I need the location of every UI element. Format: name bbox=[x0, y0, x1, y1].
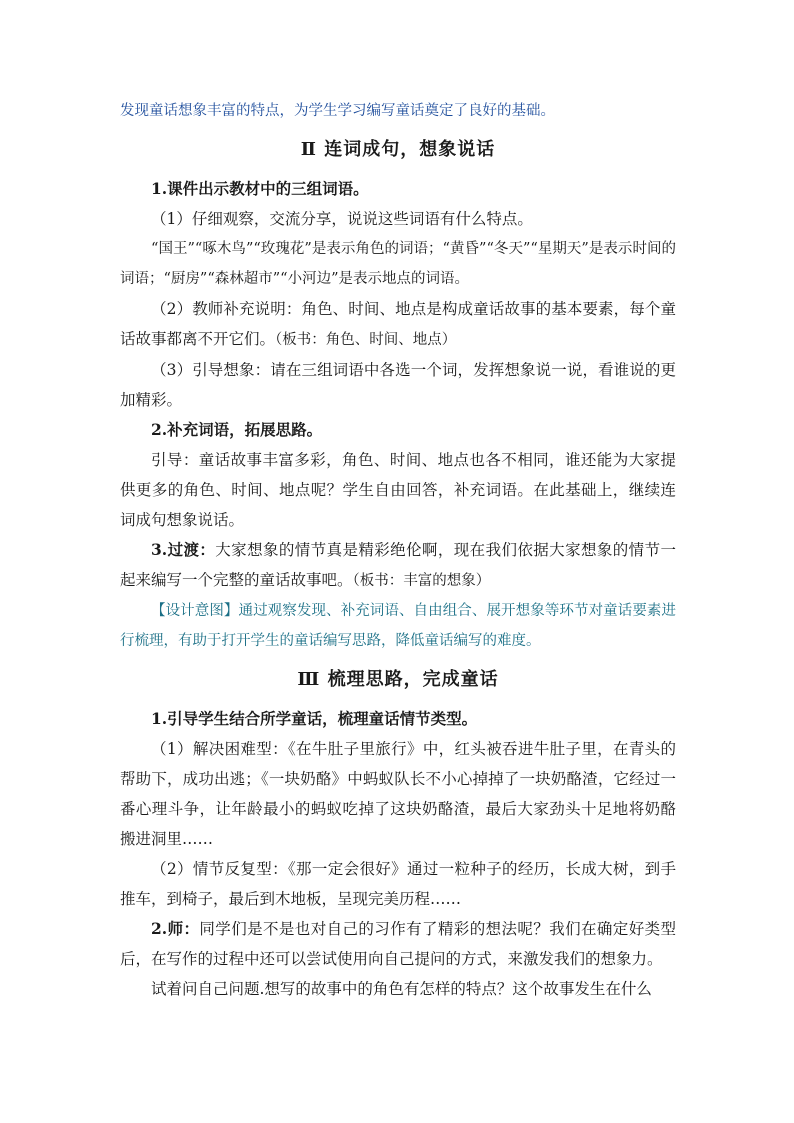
section-2-step-2-text: 引导：童话故事丰富多彩，角色、时间、地点也各不相同，谁还能为大家提供更多的角色、时间、地点呢？学生自由回答，补充词语。在此基础上，继续连词成句想象说话。 bbox=[120, 451, 676, 529]
section-2-step-1-part-1: （1）仔细观察，交流分享，说说这些词语有什么特点。 bbox=[151, 210, 533, 228]
section-3-step-2-continuation: 试着问自己问题.想写的故事中的角色有怎样的特点？这个故事发生在什么 bbox=[151, 980, 652, 998]
section-2-step-1-part-2 bbox=[120, 294, 676, 355]
blackboard-note-imagination: （板书：丰富的想象） bbox=[352, 573, 491, 589]
section-3-step-2-text: 同学们是不是也对自己的习作有了精彩的想法呢？我们在确定好类型后，在写作的过程中还可以尝试使用向自己提问的方式，来激发我们的想象力。 bbox=[120, 920, 676, 968]
section-2-heading: Ⅱ 连词成句，想象说话 bbox=[300, 139, 496, 160]
section-2-step-1-title: 1.课件出示教材中的三组词语。 bbox=[151, 179, 369, 198]
section-3-step-1-title: 1.引导学生结合所学童话，梳理童话情节类型。 bbox=[151, 709, 478, 728]
section-3-heading: Ⅲ 梳理思路，完成童话 bbox=[297, 669, 499, 690]
section-2-step-3-label: 3.过渡： bbox=[151, 540, 216, 559]
design-intent-paragraph bbox=[120, 596, 676, 656]
section-3-step-1-part-1: （1）解决困难型：《在牛肚子里旅行》中，红头被吞进牛肚子里，在青头的帮助下，成功出逃；《一块奶酪》中蚂蚁队长不小心掉掉了一块奶酪渣，它经过一番心理斗争，让年龄最小的蚂蚁吃掉了这块奶酪渣，最后大家劲头十足地将奶酪搬进洞里…… bbox=[120, 740, 676, 848]
section-3-step-2 bbox=[120, 914, 676, 974]
section-3-step-2-label: 2.师： bbox=[151, 919, 200, 938]
design-intent-text: 通过观察发现、补充词语、自由组合、展开想象等环节对童话要素进行梳理，有助于打开学生的童话编写思路，降低童话编写的难度。 bbox=[120, 603, 676, 649]
design-intent-label: 【设计意图】 bbox=[151, 603, 239, 619]
section-2-step-3 bbox=[120, 535, 676, 596]
lesson-plan-content bbox=[120, 96, 676, 1004]
intro-paragraph: 发现童话想象丰富的特点，为学生学习编写童话奠定了良好的基础。 bbox=[120, 103, 555, 119]
section-3-step-1-part-2: （2）情节反复型：《那一定会很好》通过一粒种子的经历，长成大树，到手推车，到椅子，最后到木地板，呈现完美历程…… bbox=[120, 860, 676, 908]
section-2-step-2-title: 2.补充词语，拓展思路。 bbox=[151, 420, 323, 439]
section-2-step-1-part-2-text: （2）教师补充说明：角色、时间、地点是构成童话故事的基本要素，每个童话故事都离不开它们。 bbox=[120, 300, 676, 348]
blackboard-note-elements: （板书：角色、时间、地点） bbox=[275, 332, 457, 348]
section-2-step-1-part-3: （3）引导想象：请在三组词语中各选一个词，发挥想象说一说，看谁说的更加精彩。 bbox=[120, 361, 676, 409]
section-2-step-1-answer: “国王”“啄木鸟”“玫瑰花”是表示角色的词语；“黄昏”“冬天”“星期天”是表示时间的词语；“厨房”“森林超市”“小河边”是表示地点的词语。 bbox=[120, 241, 676, 287]
section-2-step-3-text: 大家想象的情节真是精彩绝伦啊，现在我们依据大家想象的情节一起来编写一个完整的童话故事吧。 bbox=[120, 541, 676, 589]
